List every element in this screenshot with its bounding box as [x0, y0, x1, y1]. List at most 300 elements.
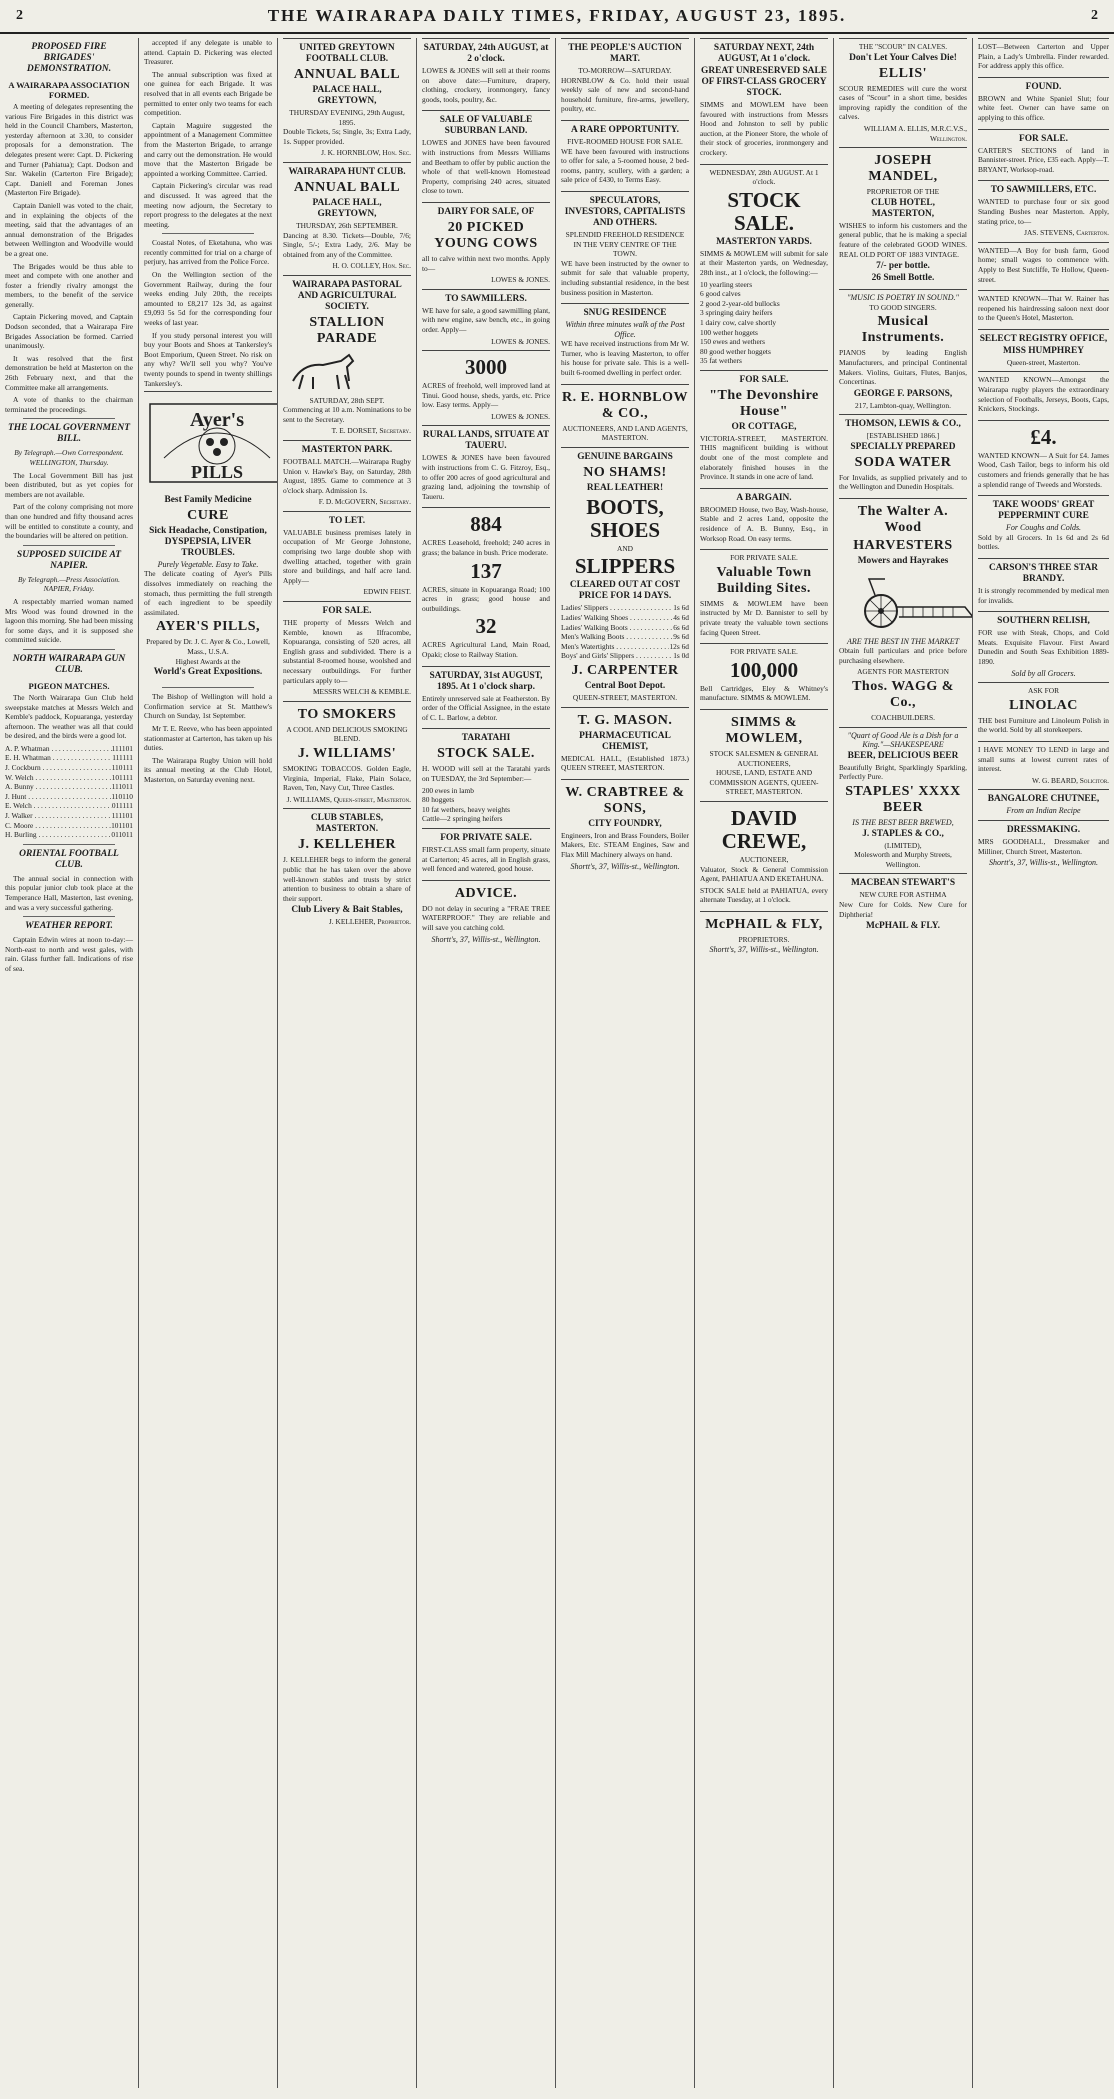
score-row: [5, 763, 133, 773]
ad-heading: WAIRARAPA PASTORAL AND AGRICULTURAL SOCIETY.: [292, 279, 402, 312]
ad-body: Entirely unreserved sale at Featherston. By order of the Official Assignee, in the estate of C. L. Barlow, a debtor.: [422, 693, 550, 722]
ad-price: 26 Smell Bottle.: [871, 273, 935, 284]
ad-body: ACRES, situate in Kopuaranga Road; 100 acres in grass; good house and outbuildings.: [422, 584, 550, 613]
article-paragraph: Captain Daniell was voted to the chair, and in explaining the objects of the meeting, said that the advantages of an annual demonstration of the Brigades between Wellington and Woodville would be a great one.: [5, 200, 133, 258]
ad-body: WE have for sale, a good sawmilling plant, with new engine, saw bench, etc., in going order. Apply—: [422, 305, 550, 334]
article-paragraph: The Brigades would be thus able to meet and compete with one another and foster a friendly rivalry amongst the members, to the benefit of the service generally.: [5, 261, 133, 309]
advice-ad: [422, 880, 550, 948]
divider: [23, 418, 115, 419]
price-row: [561, 603, 689, 613]
ad-body: Dancing at 8.30. Tickets—Double, 7/6; Single, 5/-; Extra Lady, 2/6. May be obtained from any of the Committee.: [283, 230, 411, 259]
ad-heading: ASK FOR: [1027, 686, 1059, 696]
row-label: J. Walker . . .: [5, 811, 112, 821]
row-value: 110110: [111, 791, 133, 801]
david-crewe-ad: [700, 801, 828, 911]
ad-body: SCOUR REMEDIES will cure the worst cases of "Scour" in a short time, besides improving rapidly the condition of the calves.: [839, 83, 967, 122]
stock-item: 10 fat wethers, heavy weights: [422, 804, 511, 814]
score-row: [5, 811, 133, 821]
ad-body: Double Tickets, 5s; Single, 3s; Extra Lady, 1s. Supper provided.: [283, 127, 411, 146]
ad-body: CARTER'S SECTIONS of land in Bannister-street. Price, £35 each. Apply—T. BRYANT, Worksop-road.: [978, 145, 1109, 174]
ad-heading: "Quart of Good Ale is a Dish for a King."—SHAKESPEARE: [847, 730, 959, 750]
ad-body: J. KELLEHER begs to inform the general public that he has taken over the above well-known stables and trusts by strict attention to business to obtain a share of their support.: [283, 855, 411, 903]
ad-brand: Thos. WAGG & Co.,: [852, 679, 954, 711]
ad-subtitle: STOCK SALESMEN & GENERAL AUCTIONEERS,: [709, 748, 819, 768]
ad-subtitle: Mowers and Hayrakes: [857, 556, 949, 567]
ad-subtitle: MISS HUMPHREY: [1003, 345, 1084, 356]
article-heading: ORIENTAL FOOTBALL CLUB.: [19, 848, 119, 870]
ad-body: H. WOOD will sell at the Taratahi yards on TUESDAY, the 3rd September:—: [422, 764, 550, 783]
ad-heading: SATURDAY NEXT, 24th AUGUST, At 1 o'clock.: [713, 43, 815, 64]
row-value: 111111: [112, 753, 133, 763]
acres-ad: [422, 350, 550, 425]
ad-heading: WEDNESDAY, 28th AUGUST. At 1 o'clock.: [709, 167, 819, 187]
ad-subtitle: AUCTIONEER,: [739, 854, 789, 864]
ad-heading: TO SAWMILLERS.: [445, 293, 527, 304]
ayers-tagline: Best Family Medicine: [164, 494, 252, 505]
ad-heading: MASTERTON PARK.: [301, 444, 393, 455]
article-paragraph: A vote of thanks to the chairman terminated the proceedings.: [5, 395, 133, 414]
row-value: 111101: [111, 743, 133, 753]
building-sites-ad: [700, 549, 828, 643]
ad-heading: TO SAWMILLERS, ETC.: [990, 185, 1097, 196]
divider: [23, 916, 115, 917]
ad-body: LOST—Between Carterton and Upper Plain, a Lady's Umbrella. Finder rewarded. For address apply this office.: [978, 42, 1109, 71]
sections-sale-ad: [978, 129, 1109, 181]
row-value: 6s 6d: [673, 622, 689, 632]
row-value: 4s 6d: [673, 613, 689, 623]
score-row: [5, 744, 133, 754]
featherston-sale-ad: [422, 666, 550, 729]
ad-body: LOWES and JONES have been favoured with instructions from Messrs Williams and Beetham to offer by public auction the whole of that well-known Homestead Property, comprising 240 acres, situated close to town.: [422, 138, 550, 196]
ayers-pills-advertisement: [144, 391, 272, 683]
ad-figure: 3000: [465, 355, 507, 380]
ad-subtitle: Within three minutes walk of the Post Office.: [565, 320, 685, 339]
ad-body: VALUABLE business premises lately in occupation of Mr George Johnstone, comprising two large double shop with dwelling attached, together with grain store and buildings, and half acre land. Apply—: [283, 527, 411, 585]
ad-heading: DRESSMAKING.: [1006, 824, 1081, 835]
ad-subtitle: AND: [616, 543, 633, 553]
ad-body: SIMMS and MOWLEM have been favoured with instructions from Messrs Hood and Johnston to sell by public auction, at the Pioneer Store, the whole of their stock of groceries, ironmongery and crockery.: [700, 100, 828, 157]
stock-item: 6 good calves: [700, 289, 741, 299]
club-hotel-ad: [839, 147, 967, 289]
row-value: 110111: [111, 763, 133, 773]
ad-heading: FOR SALE.: [739, 374, 789, 385]
column-2: [139, 38, 277, 2088]
ad-venue: PALACE HALL, GREYTOWN,: [312, 85, 382, 106]
beer-ad: [839, 727, 967, 874]
cartridges-ad: [700, 643, 828, 709]
chutnee-ad: [978, 789, 1109, 820]
ad-figure: 32: [475, 614, 497, 639]
ad-title: STOCK SALE.: [727, 187, 801, 235]
page-number-right: 2: [1091, 8, 1098, 23]
row-label: H. Burling . . .: [5, 830, 111, 840]
ad-signature: JAS. STEVENS, Carterton.: [1024, 228, 1109, 238]
ad-body: For Invalids, as supplied privately and to the Wellington and Dunedin Hospitals.: [839, 472, 967, 492]
ad-brand: J. CARPENTER: [571, 663, 679, 678]
ad-signature: J. K. HORNBLOW, Hon. Sec.: [321, 148, 411, 158]
ad-body: WANTED KNOWN—That W. Rainer has reopened his hairdressing saloon next door to the Queen's Hotel, Masterton.: [978, 294, 1109, 323]
taratahi-stock-sale-ad: [422, 728, 550, 828]
stock-item: 80 good wether hoggets: [700, 346, 771, 356]
column-4: [417, 38, 555, 2088]
article-paragraph: A meeting of delegates representing the various Fire Brigades in this district was held in the Council Chambers, Masterton, yesterday afternoon at 3.30, to consider proposals for a demonstration. The delegates present were: Capt. D. Pickering and Turner (Pahiatua); Capt. Dodson and Snr. Wakelin (Carterton Fire Brigade); Capt. Daniell and Foreman Jones (Masterton Fire Brigade).: [5, 102, 133, 198]
ad-signature: Shortt's, 37, Willis-st., Wellington.: [989, 858, 1098, 868]
row-value: 111011: [111, 782, 133, 792]
found-ad: [978, 77, 1109, 129]
ad-body: WANTED—A Boy for bush farm, Good home; small wages to commence with. Apply to Best Sutcliffe, Te Hollow, Queen-street.: [978, 245, 1109, 284]
ad-brand: J. KELLEHER: [297, 837, 397, 853]
article-paragraph: accepted if any delegate is unable to attend. Captain D. Pickering was elected Treasurer.: [144, 38, 272, 67]
dateline: By Telegraph.—Own Correspondent. WELLINGTON, Thursday.: [14, 448, 124, 467]
ad-heading: FOR PRIVATE SALE.: [440, 832, 532, 843]
ad-title: 20 PICKED YOUNG COWS: [434, 219, 538, 251]
ad-body: VICTORIA-STREET, MASTERTON. THIS magnificent building is without doubt one of the most complete and elaborately finished houses in the Province. It stands in one acre of land.: [700, 433, 828, 482]
ad-brand: T. G. MASON.: [577, 712, 673, 728]
stock-item: 2 good 2-year-old bullocks: [700, 298, 780, 308]
ad-heading: UNITED GREYTOWN FOOTBALL CLUB.: [299, 43, 395, 64]
ad-date: SATURDAY, 28th SEPT.: [309, 395, 385, 405]
ad-body: HORNBLOW & Co. hold their usual weekly sale of new and second-hand household furniture, fire-arms, jewellery, poultry, etc.: [561, 75, 689, 114]
ayers-vegetable: Purely Vegetable. Easy to Take.: [157, 559, 259, 569]
ad-subtitle: From an Indian Recipe: [1006, 806, 1081, 816]
score-row: [5, 830, 133, 840]
price-row: [561, 632, 689, 642]
ad-subtitle: AUCTIONEERS, AND LAND AGENTS, MASTERTON.: [562, 423, 688, 443]
acres-ad: [422, 507, 550, 665]
ad-title: TO SMOKERS: [297, 706, 397, 722]
chemist-ad: [561, 707, 689, 779]
snug-residence-ad: [561, 303, 689, 384]
article-heading: NORTH WAIRARAPA GUN CLUB.: [12, 653, 126, 675]
ad-body: New Cure for Colds. New Cure for Diphtheria!: [839, 899, 967, 919]
ayers-ailments: Sick Headache, Constipation, DYSPEPSIA, LIVER TROUBLES.: [149, 525, 267, 558]
row-value: 9s 6d: [673, 632, 689, 642]
money-to-lend-ad: [978, 741, 1109, 789]
row-label: E. H. Whatman . . .: [5, 753, 112, 763]
ad-body: HOUSE, LAND, ESTATE AND COMMISSION AGENTS, QUEEN-STREET, MASTERTON.: [709, 768, 819, 797]
ad-brand: McPHAIL & FLY,: [705, 916, 823, 932]
column-1: [0, 38, 138, 2088]
article-paragraph: The annual social in connection with this popular junior club took place at the Temperance Hall, Masterton, last evening, and was a very successful gathering.: [5, 873, 133, 912]
stock-list: [422, 786, 550, 824]
ad-subtitle: GREAT UNRESERVED SALE OF FIRST-CLASS GROCERY STOCK.: [701, 66, 827, 98]
ad-heading: WAIRARAPA HUNT CLUB.: [288, 166, 406, 177]
row-label: J. Cockburn . . .: [5, 763, 112, 773]
column-7: [834, 38, 972, 2088]
dateline: By Telegraph.—Press Association. NAPIER, Friday.: [18, 574, 120, 594]
residence-ad: [561, 191, 689, 303]
ad-address: Molesworth and Murphy Streets, Wellington.: [854, 850, 952, 869]
to-let-ad: [283, 511, 411, 601]
ad-heading: SATURDAY, 24th AUGUST, at 2 o'clock.: [423, 43, 549, 64]
ad-body: DO not delay in securing a "FRAE TREE WATERPROOF." They are reliable and will save you catching cold.: [422, 903, 550, 932]
row-value: 12s 6d: [669, 641, 689, 651]
row-label: Boys' and Girls' Slippers . . .: [561, 651, 673, 661]
ad-heading: FOR PRIVATE SALE.: [730, 647, 798, 657]
ad-signature: LOWES & JONES.: [491, 275, 550, 285]
suburban-land-ad: [422, 110, 550, 202]
stock-item: 35 fat wethers: [700, 356, 742, 366]
ad-body: ARE THE BEST IN THE MARKET: [846, 636, 960, 646]
row-value: 1s 0d: [673, 651, 689, 661]
taueru-lands-ad: [422, 425, 550, 507]
column-3: [278, 38, 416, 2088]
ad-signature: Shortt's, 37, Willis-st., Wellington.: [709, 944, 819, 954]
ad-body: all to calve within next two months. Apply to—: [422, 253, 550, 273]
ad-body: THE property of Messrs Welch and Kemble, known as Ilfracombe, Kopuaranga, consisting of 520 acres, all English grass and subdivided. There is a substantial 8-roomed house, woolshed and necessary outbuildings. For further particulars apply to—: [283, 618, 411, 685]
ad-body: ACRES Leasehold, freehold; 240 acres in grass; the balance in bush. Price moderate.: [422, 538, 550, 558]
for-sale-ad: [283, 601, 411, 701]
article-paragraph: The North Wairarapa Gun Club held sweepstake matches at Messrs Welch and Kemble's paddock, Kopuaranga, yesterday afternoon. The weather was all that could be desired, and the birds were a good lot.: [5, 692, 133, 741]
ad-title: LINOLAC: [1009, 697, 1078, 713]
ad-signature: F. D. McGOVERN, Secretary.: [318, 497, 411, 507]
stallion-parade-ad: [283, 275, 411, 440]
ad-title: Musical Instruments.: [861, 314, 945, 346]
price-list: [561, 603, 689, 661]
ad-body: LOWES & JONES will sell at their rooms on above date:—Furniture, drapery, clothing, crockery, ironmongery, fancy goods, tools, poultry, &c.: [422, 66, 550, 104]
ad-signature: MESSRS WELCH & KEMBLE.: [312, 687, 411, 697]
score-row: [5, 792, 133, 802]
score-row: [5, 782, 133, 792]
masterton-park-ad: [283, 440, 411, 511]
stock-list: [700, 280, 828, 366]
ad-body: SIMMS & MOWLEM will submit for sale at their Masterton yards, on Wednesday, 28th inst., at 1 o'clock, the following:—: [700, 248, 828, 277]
ad-heading: FOR PRIVATE SALE.: [730, 553, 798, 563]
ad-heading: "MUSIC IS POETRY IN SOUND.": [847, 293, 959, 303]
ad-brand: THOMSON, LEWIS & CO.,: [845, 419, 961, 430]
ad-heading: FOR SALE.: [1019, 133, 1068, 144]
ad-signature: LOWES & JONES.: [491, 336, 550, 346]
ad-body: MEDICAL HALL, (Established 1873.) QUEEN STREET, MASTERTON.: [561, 753, 689, 773]
ad-heading: SPECIALLY PREPARED: [850, 441, 956, 452]
ad-figure: 884: [470, 512, 502, 537]
article-paragraph: The annual subscription was fixed at one guinea for each Brigade. It was resolved that in all events each Brigade be permitted to enter only two teams for each competition.: [144, 69, 272, 118]
price-row: [561, 613, 689, 623]
ad-heading: TAKE WOODS' GREAT PEPPERMINT CURE: [992, 500, 1095, 522]
row-value: 111101: [111, 811, 133, 821]
dairy-sale-ad: [422, 202, 550, 289]
ad-title: SODA WATER: [854, 454, 952, 470]
article-paragraph: Captain Edwin wires at noon to-day:— North-east to north and west gales, with rain. Glass further fall. Indications of rise of sea.: [5, 935, 133, 973]
ayers-awards: Highest Awards at the: [175, 656, 241, 666]
article-paragraph: Coastal Notes, of Eketahuna, who was recently committed for trial on a charge of perjury, has arrived from the Police Force.: [144, 238, 272, 267]
ad-subtitle: COACHBUILDERS.: [871, 713, 935, 723]
article-paragraph: Captain Pickering's circular was read and discussed. It was agreed that the meeting now adjourn, the Secretary to report progress to the delegates at the next meeting.: [144, 181, 272, 229]
ayers-name: AYER'S PILLS,: [155, 619, 261, 635]
ad-subtitle: MASTERTON YARDS.: [716, 236, 812, 247]
divider: [23, 844, 115, 845]
ad-title: ADVICE.: [454, 885, 518, 901]
ad-signature: J. KELLEHER, Proprietor.: [328, 917, 411, 927]
row-value: 101101: [111, 820, 133, 830]
ad-figure: 100,000: [729, 657, 799, 682]
ad-signature: J. WILLIAMS, Queen-street, Masterton.: [286, 794, 411, 804]
house-sale-ad: [561, 120, 689, 191]
ad-signature: McPHAIL & FLY.: [865, 921, 941, 932]
ad-subtitle: PROPRIETOR OF THE: [866, 187, 940, 197]
ad-heading: SATURDAY, 31st AUGUST, 1895. At 1 o'clock sharp.: [429, 670, 543, 692]
lost-ad: [978, 38, 1109, 77]
ad-title: STALLION PARADE: [309, 314, 385, 346]
ad-subtitle: (LIMITED),: [884, 840, 922, 850]
stock-item: 10 yearling steers: [700, 279, 753, 289]
ad-body: WE have been favoured with instructions to offer for sale, a 5-roomed house, 2 bed-rooms, pantry, scullery, with a garden; a sale price of £430, to Terms Easy.: [561, 146, 689, 185]
ad-heading: A BARGAIN.: [736, 492, 792, 503]
ad-address: 217, Lambton-quay, Wellington.: [855, 400, 951, 410]
ad-body: STOCK SALE held at PAHIATUA, every alternate Tuesday, at 1 o'clock.: [700, 885, 828, 905]
article-paragraph: Part of the colony comprising not more than one hundred and fifty thousand acres will be entitled to constitute a county, and the boundaries will be altered on petition.: [5, 502, 133, 541]
ad-body: MRS GOODHALL, Dressmaker and Milliner, Church Street, Masterton.: [978, 836, 1109, 856]
ad-subtitle: TO GOOD SINGERS.: [869, 302, 937, 312]
linolac-ad: [978, 682, 1109, 741]
row-label: J. Hunt . . .: [5, 792, 111, 802]
ad-signature: EDWIN FEIST.: [363, 587, 411, 597]
column-6: [695, 38, 833, 2088]
row-label: W. Welch . . .: [5, 773, 112, 783]
ad-subtitle: REAL LEATHER!: [586, 482, 664, 493]
walter-wood-ad: [839, 498, 967, 727]
article-heading: WEATHER REPORT.: [25, 921, 113, 932]
simms-mowlem-ad: [700, 709, 828, 801]
ad-subtitle: PHARMACEUTICAL CHEMIST,: [579, 730, 671, 752]
ad-heading: GENUINE BARGAINS: [577, 451, 673, 462]
ad-subtitle: OR COTTAGE,: [731, 421, 797, 432]
ad-heading: THE PEOPLE'S AUCTION MART.: [568, 43, 682, 64]
score-row: [5, 753, 133, 763]
stock-item: 3 springing dairy heifers: [700, 308, 773, 318]
ad-figure: 137: [470, 558, 502, 583]
ad-body: Commencing at 10 a.m. Nominations to be sent to the Secretary.: [283, 405, 411, 424]
newspaper-title: THE WAIRARAPA DAILY TIMES, FRIDAY, AUGUST 23, 1895.: [267, 6, 847, 25]
article-paragraph: If you study personal interest you will buy your Boots and Shoes at Tankersley's Boot Emporium, Queen Street. No risk on any why? We'll sell you why? You've twenty pounds to spend in twenty shillings Tankersley's.: [144, 330, 272, 388]
ad-title: STAPLES' XXXX BEER: [845, 784, 961, 815]
stock-sale-ad: [700, 164, 828, 370]
ad-title: ANNUAL BALL: [293, 67, 401, 82]
stock-item: Cattle—2 springing heifers: [422, 814, 503, 824]
ad-body: WANTED KNOWN—Amongst the Wairarapa rugby players the extraordinary selection of Footballs, Jerseys, Boots, Caps, Knickers, Stockings.: [978, 375, 1109, 414]
ad-title: ANNUAL BALL: [293, 179, 401, 195]
ad-body: Obtain full particulars and price before purchasing elsewhere.: [839, 646, 967, 665]
stock-item: 200 ewes in lamb: [422, 785, 474, 795]
score-row: [5, 801, 133, 811]
peppermint-cure-ad: [978, 495, 1109, 558]
ad-signature: H. O. COLLEY, Hon. Sec.: [332, 261, 411, 271]
ad-title: STOCK SALE.: [437, 746, 535, 762]
boots-ad: [561, 447, 689, 707]
ayers-body: The delicate coating of Ayer's Pills dissolves immediately on reaching the stomach, thus permitting the full strength of each ingredient to be speedily assimilated.: [144, 569, 272, 617]
ad-body: It is strongly recommended by medical men for invalids.: [978, 586, 1109, 605]
stock-item: 150 ewes and wethers: [700, 337, 766, 347]
row-value: 011011: [111, 830, 133, 840]
ad-heading: AGENTS FOR MASTERTON: [857, 667, 949, 677]
ad-subtitle: FIVE-ROOMED HOUSE FOR SALE.: [567, 136, 683, 146]
devonshire-house-ad: [700, 370, 828, 488]
stock-item: 80 hoggets: [422, 795, 455, 805]
ad-subtitle: CITY FOUNDRY,: [588, 818, 662, 829]
small-farm-ad: [422, 828, 550, 880]
score-table: [5, 744, 133, 840]
ad-date: THURSDAY EVENING, 29th August, 1895.: [289, 108, 405, 127]
ad-brand: R. E. HORNBLOW & CO.,: [561, 389, 688, 421]
svg-text:PILLS: PILLS: [190, 462, 244, 483]
article-paragraph: The Wairarapa Rugby Union will hold its annual meeting at the Club Hotel, Masterton, on Saturday evening next.: [144, 755, 272, 784]
row-value: 011111: [111, 801, 133, 811]
ad-heading: CLUB STABLES, MASTERTON.: [310, 813, 384, 835]
ayers-pills-logo-icon: [144, 398, 277, 488]
ad-brand: ELLIS': [878, 65, 928, 81]
row-label: Men's Walking Boots . . .: [561, 632, 673, 642]
tobacco-ad: [283, 701, 411, 809]
article-heading: THE LOCAL GOVERNMENT BILL.: [7, 423, 131, 445]
foundry-ad: [561, 779, 689, 875]
row-label: Men's Watertights . . .: [561, 642, 669, 652]
ad-body: I HAVE MONEY TO LEND in large and small sums at lowest current rates of interest.: [978, 744, 1109, 774]
article-paragraph: Captain Maguire suggested the appointment of a Management Committee from the Masterton Brigade, to arrange and carry out the demonstration. He would move that the Masterton Brigade be appointed a working Committee. Carried.: [144, 120, 272, 178]
ayers-maker: Prepared by Dr. J. C. Ayer & Co., Lowell, Mass., U.S.A.: [146, 637, 270, 656]
row-value: 1s 6d: [673, 603, 689, 613]
article-paragraph: It was resolved that the first demonstration be held at Masterton on the 26th February next, and that the Committee make all arrangements.: [5, 353, 133, 392]
ad-signature: T. E. DORSET, Secretary.: [331, 426, 411, 436]
ad-body: WANTED to purchase four or six good Standing Bushes near Masterton. Apply, stating price, to—: [978, 197, 1109, 226]
auction-ad: [422, 38, 550, 110]
registry-office-ad: [978, 329, 1109, 372]
ad-subtitle: For Coughs and Colds.: [1005, 523, 1082, 533]
ad-price: £4.: [1030, 424, 1057, 449]
hunt-club-ball-ad: [283, 162, 411, 275]
article-subheading: PIGEON MATCHES.: [28, 680, 110, 691]
article-paragraph: The Bishop of Wellington will hold a Confirmation service at St. Matthew's Church on Sunday, 1st September.: [144, 692, 272, 721]
ad-title: Valuable Town Building Sites.: [716, 564, 812, 596]
horse-icon: [283, 351, 373, 391]
ad-heading: SOUTHERN RELISH,: [997, 616, 1090, 627]
ad-body: FOR use with Steak, Chops, and Cold Meats. Exquisite Flavour. First Award Dunedin and South Seas Exhibition 1889-1890.: [978, 628, 1109, 666]
ad-body: LOWES & JONES have been favoured with instructions from C. G. Fitzroy, Esq., to offer 200 acres of good agricultural and grazing land, adjoining the township of Taueru.: [422, 453, 550, 501]
brandy-ad: [978, 558, 1109, 611]
ad-title: HARVESTERS: [853, 538, 953, 554]
ad-subtitle: IS THE BEST BEER BREWED,: [852, 818, 954, 827]
ad-heading: THE "SCOUR" IN CALVES.: [858, 42, 948, 51]
ad-signature: WILLIAM A. ELLIS, M.R.C.V.S., Wellington.: [863, 123, 967, 143]
ad-body: WANTED KNOWN— A Suit for £4. James Wood, Cash Tailor, begs to inform his old customers and friends generally that he has a splendid range of Tweeds and Worsteds.: [978, 450, 1109, 489]
ad-body: Bell Cartridges, Eley & Whitney's manufacture. SIMMS & MOWLEM.: [700, 683, 828, 703]
ad-subtitle: Sold by all Grocers.: [1011, 668, 1076, 678]
ad-heading: CARSON'S THREE STAR BRANDY.: [988, 563, 1099, 584]
row-label: Ladies' Walking Shoes . . .: [561, 613, 673, 623]
masthead: [0, 0, 1114, 34]
ad-body: FIRST-CLASS small farm property, situate at Carterton; 45 acres, all in English grass, well fenced and watered, good house.: [422, 844, 550, 874]
ad-heading: Club Livery & Bait Stables,: [291, 905, 403, 916]
ad-subtitle: PROPRIETORS.: [738, 934, 790, 944]
ad-subtitle: SPLENDID FREEHOLD RESIDENCE IN THE VERY CENTRE OF THE TOWN.: [565, 229, 685, 259]
ad-title: Don't Let Your Calves Die!: [849, 52, 957, 63]
ad-body: Beautifully Bright, Sparklingly Sparkling, Perfectly Pure.: [839, 762, 967, 782]
score-row: [5, 773, 133, 783]
ad-heading: SALE OF VALUABLE SUBURBAN LAND.: [439, 115, 533, 137]
ad-heading: RURAL LANDS, SITUATE AT TAUERU.: [422, 430, 550, 452]
article-paragraph: On the Wellington section of the Government Railway, during the four weeks ending July 20th, the receipts amounted to £8,217 12s 3d, as against £9,093 5s 5d for the corresponding four weeks of last year.: [144, 270, 272, 328]
scour-remedy-ad: [839, 38, 967, 147]
row-label: E. Welch . . .: [5, 801, 112, 811]
ad-body: SMOKING TOBACCOS. Golden Eagle, Virginia, Imperial, Flake, Plain Solace, Raven, Ten, Navy Cut, Three Castles.: [283, 763, 411, 793]
price-row: [561, 623, 689, 633]
ad-title: NO SHAMS!: [583, 464, 667, 480]
row-label: Ladies' Slippers . . .: [561, 603, 673, 613]
ad-title: BOOTS, SHOES: [586, 494, 664, 542]
svg-text:Ayer's: Ayer's: [189, 409, 245, 432]
article-paragraph: A respectably married woman named Mrs Wood was found drowned in the lagoon this morning. She had been missing for some days, and it is supposed she committed suicide.: [5, 596, 133, 645]
ad-brand: J. STAPLES & CO.,: [862, 828, 944, 839]
ad-brand: The Walter A. Wood: [857, 504, 949, 536]
